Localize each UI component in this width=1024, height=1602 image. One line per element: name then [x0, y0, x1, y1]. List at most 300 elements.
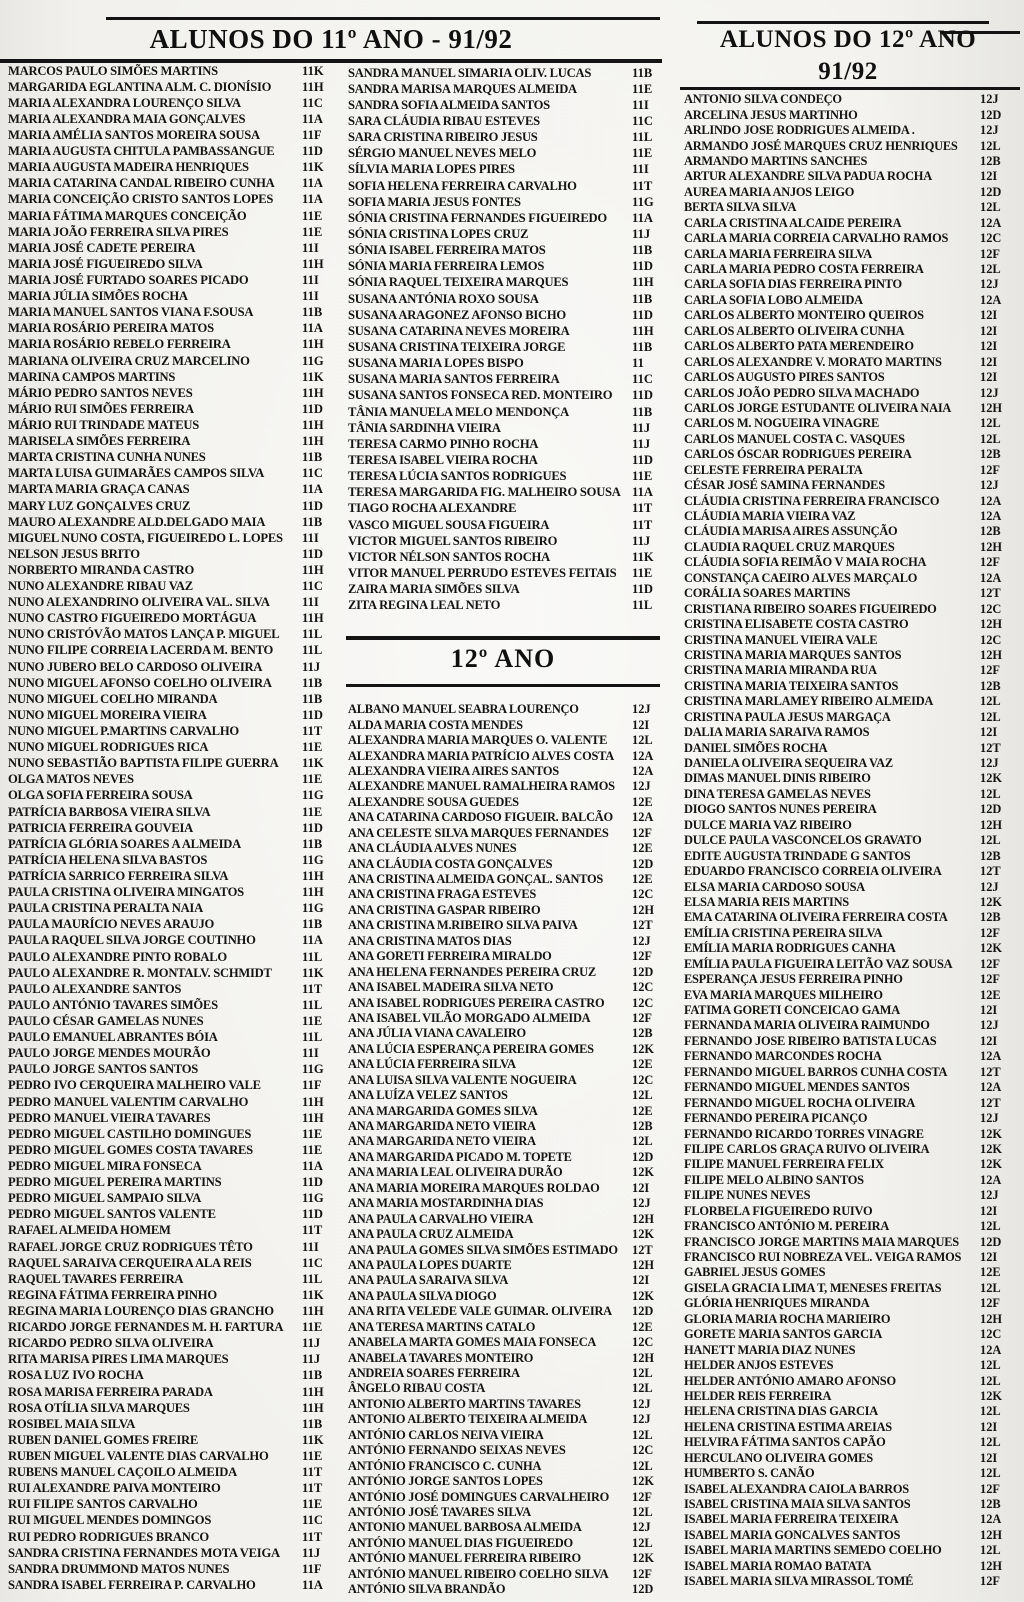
student-name: FRANCISCO JORGE MARTINS MAIA MARQUES: [684, 1234, 959, 1249]
student-row: [8, 95, 338, 111]
student-class-code: 12I: [980, 1250, 998, 1265]
student-name: ISABEL MARIA MARTINS SEMEDO COELHO: [684, 1543, 942, 1558]
student-class-code: 11I: [302, 1046, 319, 1061]
student-class-code: 11T: [632, 517, 653, 532]
student-class-code: 12J: [632, 1196, 651, 1211]
student-name: ANTONIO ALBERTO TEIXEIRA ALMEIDA: [348, 1412, 588, 1427]
student-class-code: 12J: [632, 779, 651, 794]
student-class-code: 11J: [302, 1336, 321, 1351]
student-name: MIGUEL NUNO COSTA, FIGUEIREDO L. LOPES: [8, 530, 283, 545]
student-class-code: 11A: [302, 111, 323, 126]
student-name: ANA PAULA SILVA DIOGO: [348, 1288, 497, 1303]
student-name: VITOR MANUEL PERRUDO ESTEVES FEITAIS: [348, 565, 617, 580]
student-name: MARIA AMÉLIA SANTOS MOREIRA SOUSA: [8, 127, 260, 142]
student-name: DULCE MARIA VAZ RIBEIRO: [684, 817, 852, 832]
student-class-code: 12I: [980, 308, 998, 323]
student-row: [348, 565, 664, 581]
student-row: [348, 779, 664, 794]
student-row: [348, 764, 664, 779]
student-row: [348, 949, 664, 964]
student-row: [8, 1352, 338, 1368]
student-class-code: 11B: [302, 691, 323, 706]
student-name: CELESTE FERREIRA PERALTA: [684, 462, 863, 477]
student-name: TERESA MARGARIDA FIG. MALHEIRO SOUSA: [348, 485, 621, 500]
student-row: [8, 933, 338, 949]
student-row: [684, 200, 1020, 215]
student-name: ANA CRISTINA GASPAR RIBEIRO: [348, 902, 541, 917]
student-row: [348, 291, 664, 307]
student-name: ISABEL MARIA FERREIRA TEIXEIRA: [684, 1512, 899, 1527]
student-class-code: 12F: [980, 663, 1000, 678]
student-row: [684, 1281, 1020, 1296]
student-row: [684, 1250, 1020, 1265]
student-name: ANA CRISTINA MATOS DIAS: [348, 933, 512, 948]
student-name: VICTOR NÉLSON SANTOS ROCHA: [348, 549, 550, 564]
student-class-code: 12J: [980, 1111, 999, 1126]
student-name: ANA PAULA SARAIVA SILVA: [348, 1273, 509, 1288]
student-name: CONSTANÇA CAEIRO ALVES MARÇALO: [684, 570, 918, 585]
student-name: ANABELA MARTA GOMES MAIA FONSECA: [348, 1335, 597, 1350]
student-class-code: 12J: [980, 92, 999, 107]
student-row: [348, 130, 664, 146]
student-name: SÓNIA CRISTINA FERNANDES FIGUEIREDO: [348, 210, 607, 225]
student-class-code: 12C: [980, 601, 1002, 616]
student-class-code: 11H: [302, 611, 324, 626]
student-class-code: 11B: [302, 1416, 323, 1431]
student-class-code: 11A: [632, 210, 653, 225]
student-name: ANA PAULA CRUZ ALMEIDA: [348, 1227, 514, 1242]
student-class-code: 12J: [980, 123, 999, 138]
student-row: [348, 1057, 664, 1072]
student-row: [348, 1165, 664, 1180]
student-name: MÁRIO PEDRO SANTOS NEVES: [8, 385, 193, 400]
student-name: ISABEL MARIA ROMAO BATATA: [684, 1558, 872, 1573]
student-class-code: 12L: [632, 1381, 653, 1396]
student-class-code: 11H: [302, 1094, 324, 1109]
student-row: [684, 1404, 1020, 1419]
student-class-code: 11E: [302, 1126, 323, 1141]
student-name: ANA LUÍZA VELEZ SANTOS: [348, 1088, 508, 1103]
student-row: [8, 256, 338, 272]
student-class-code: 12A: [980, 1342, 1002, 1357]
student-name: CRISTINA PAULA JESUS MARGAÇA: [684, 709, 891, 724]
student-name: RICARDO PEDRO SILVA OLIVEIRA: [8, 1336, 214, 1351]
student-name: ROSA OTÍLIA SILVA MARQUES: [8, 1400, 190, 1415]
student-row: [684, 1173, 1020, 1188]
student-name: SOFIA HELENA FERREIRA CARVALHO: [348, 178, 577, 193]
student-row: [348, 1458, 664, 1473]
student-name: GISELA GRACIA LIMA T, MENESES FREITAS: [684, 1280, 942, 1295]
student-name: PAULA RAQUEL SILVA JORGE COUTINHO: [8, 933, 256, 948]
student-class-code: 12E: [632, 1103, 653, 1118]
student-class-code: 12C: [980, 632, 1002, 647]
student-class-code: 12L: [632, 1088, 653, 1103]
student-class-code: 11E: [632, 146, 653, 161]
student-row: [684, 1188, 1020, 1203]
student-class-code: 12H: [980, 1558, 1003, 1573]
student-class-code: 11D: [632, 259, 653, 274]
student-class-code: 11E: [302, 772, 323, 787]
student-class-code: 12T: [632, 918, 653, 933]
student-class-code: 11D: [302, 707, 323, 722]
student-class-code: 11T: [632, 178, 653, 193]
student-row: [348, 275, 664, 291]
student-class-code: 11K: [302, 1432, 324, 1447]
mid-section-title: 12º ANO: [450, 644, 556, 673]
student-row: [348, 1026, 664, 1041]
student-row: [348, 795, 664, 810]
student-row: [8, 885, 338, 901]
student-name: ANA ISABEL VILÃO MORGADO ALMEIDA: [348, 1010, 591, 1025]
student-name: ANA LUISA SILVA VALENTE NOGUEIRA: [348, 1072, 577, 1087]
student-row: [348, 1011, 664, 1026]
student-name: NELSON JESUS BRITO: [8, 546, 140, 561]
student-name: EMÍLIA PAULA FIGUEIRA LEITÃO VAZ SOUSA: [684, 956, 953, 971]
student-class-code: 11K: [302, 1287, 324, 1302]
student-row: [8, 804, 338, 820]
student-name: CLÁUDIA SOFIA REIMÃO V MAIA ROCHA: [684, 555, 927, 570]
student-name: ANA ISABEL MADEIRA SILVA NETO: [348, 980, 554, 995]
student-class-code: 11E: [632, 565, 653, 580]
student-name: SUSANA CRISTINA TEIXEIRA JORGE: [348, 339, 566, 354]
student-class-code: 12F: [980, 925, 1000, 940]
student-name: TERESA ISABEL VIEIRA ROCHA: [348, 452, 538, 467]
student-row: [684, 277, 1020, 292]
student-class-code: 12I: [632, 717, 650, 732]
student-row: [348, 226, 664, 242]
student-class-code: 11C: [302, 95, 323, 110]
student-class-code: 12J: [980, 879, 999, 894]
student-name: ANA CRISTINA M.RIBEIRO SILVA PAIVA: [348, 918, 578, 933]
student-class-code: 11A: [302, 1577, 323, 1592]
student-class-code: 11E: [302, 1320, 323, 1335]
student-row: [684, 972, 1020, 987]
student-name: PAULO CÉSAR GAMELAS NUNES: [8, 1014, 204, 1028]
student-class-code: 11D: [632, 452, 653, 467]
student-row: [8, 1545, 338, 1561]
student-name: PAULO ALEXANDRE PINTO ROBALO: [8, 949, 227, 964]
student-name: ANTÓNIO MANUEL DIAS FIGUEIREDO: [348, 1535, 573, 1550]
student-class-code: 12B: [980, 848, 1001, 863]
student-class-code: 12H: [632, 1350, 655, 1365]
student-row: [348, 1567, 664, 1582]
student-class-code: 12F: [980, 462, 1000, 477]
student-name: SARA CLÁUDIA RIBAU ESTEVES: [348, 113, 540, 128]
student-name: TÂNIA MANUELA MELO MENDONÇA: [348, 404, 569, 419]
rule-above-year12-title: [697, 21, 989, 24]
student-row: [684, 1157, 1020, 1172]
student-class-code: 12L: [632, 1458, 653, 1473]
student-row: [684, 1018, 1020, 1033]
student-row: [8, 530, 338, 546]
student-row: [684, 416, 1020, 431]
student-name: CRISTIANA RIBEIRO SOARES FIGUEIREDO: [684, 601, 937, 616]
student-class-code: 12H: [632, 902, 655, 917]
student-class-code: 11I: [302, 240, 319, 255]
student-row: [8, 176, 338, 192]
student-name: EMÍLIA CRISTINA PEREIRA SILVA: [684, 925, 883, 940]
student-class-code: 11T: [302, 724, 323, 739]
student-row: [8, 401, 338, 417]
student-name: ANTÓNIO JOSÉ DOMINGUES CARVALHEIRO: [348, 1489, 610, 1504]
student-row: [8, 1142, 338, 1158]
student-name: ROSA MARISA FERREIRA PARADA: [8, 1384, 213, 1399]
student-name: EDUARDO FRANCISCO CORREIA OLIVEIRA: [684, 864, 942, 879]
student-class-code: 12F: [980, 555, 1000, 570]
student-class-code: 11I: [302, 595, 319, 610]
student-row: [8, 820, 338, 836]
student-row: [684, 1219, 1020, 1234]
student-row: [8, 1013, 338, 1029]
student-class-code: 12H: [980, 1527, 1003, 1542]
student-row: [684, 833, 1020, 848]
student-row: [8, 1271, 338, 1287]
student-class-code: 12B: [632, 1119, 653, 1134]
student-class-code: 11H: [302, 337, 324, 352]
student-row: [8, 208, 338, 224]
student-class-code: 12B: [980, 910, 1001, 925]
student-name: ANTÓNIO JORGE SANTOS LOPES: [348, 1474, 543, 1489]
student-class-code: 11G: [302, 353, 324, 368]
student-name: FILIPE NUNES NEVES: [684, 1188, 811, 1203]
students-list-year11-col2: [348, 65, 664, 614]
student-row: [8, 1529, 338, 1545]
student-class-code: 12J: [632, 702, 651, 717]
student-class-code: 11A: [632, 485, 653, 500]
student-row: [684, 524, 1020, 539]
student-class-code: 12B: [980, 153, 1001, 168]
student-row: [348, 1381, 664, 1396]
student-class-code: 12J: [980, 385, 999, 400]
student-row: [348, 1335, 664, 1350]
student-name: RAQUEL SARAIVA CERQUEIRA ALA REIS: [8, 1255, 252, 1270]
student-row: [348, 702, 664, 717]
student-name: CLÁUDIA MARIA VIEIRA VAZ: [684, 509, 856, 524]
student-row: [348, 1103, 664, 1118]
student-class-code: 11D: [632, 307, 653, 322]
student-row: [348, 934, 664, 949]
student-name: RUI PEDRO RODRIGUES BRANCO: [8, 1529, 209, 1544]
student-row: [348, 210, 664, 226]
student-name: CARLA MARIA FERREIRA SILVA: [684, 246, 873, 261]
student-row: [684, 1528, 1020, 1543]
student-row: [348, 1520, 664, 1535]
student-class-code: 12H: [632, 1257, 655, 1272]
student-class-code: 12E: [980, 987, 1001, 1002]
student-name: MARGARIDA EGLANTINA ALM. C. DIONÍSIO: [8, 79, 272, 94]
student-class-code: 12K: [632, 1041, 655, 1056]
student-name: DULCE PAULA VASCONCELOS GRAVATO: [684, 833, 922, 848]
student-class-code: 12B: [980, 1497, 1001, 1512]
student-class-code: 12C: [632, 1443, 654, 1458]
student-row: [684, 648, 1020, 663]
student-row: [684, 601, 1020, 616]
student-class-code: 12K: [980, 1126, 1003, 1141]
student-row: [684, 694, 1020, 709]
student-class-code: 11L: [302, 949, 323, 964]
student-name: CRISTINA MARIA MARQUES SANTOS: [684, 647, 902, 662]
student-row: [348, 65, 664, 81]
student-name: SUSANA CATARINA NEVES MOREIRA: [348, 323, 570, 338]
student-name: SANDRA DRUMMOND MATOS NUNES: [8, 1561, 230, 1576]
student-name: MARTA CRISTINA CUNHA NUNES: [8, 450, 206, 465]
student-row: [684, 710, 1020, 725]
student-name: CRISTINA ELISABETE COSTA CASTRO: [684, 617, 909, 632]
student-name: ISABEL MARIA GONCALVES SANTOS: [684, 1527, 901, 1542]
student-row: [348, 1150, 664, 1165]
student-class-code: 12L: [980, 431, 1001, 446]
student-name: FRANCISCO ANTÓNIO M. PEREIRA: [684, 1219, 890, 1234]
student-name: ANTONIO SILVA CONDEÇO: [684, 92, 842, 107]
student-class-code: 12L: [980, 1280, 1001, 1295]
student-name: RAQUEL TAVARES FERREIRA: [8, 1271, 184, 1286]
student-name: ELSA MARIA REIS MARTINS: [684, 894, 849, 909]
student-class-code: 12C: [632, 980, 654, 995]
student-class-code: 12I: [980, 1203, 998, 1218]
student-name: ANA MARGARIDA NETO VIEIRA: [348, 1134, 536, 1149]
student-row: [348, 995, 664, 1010]
student-name: SÉRGIO MANUEL NEVES MELO: [348, 146, 537, 161]
student-name: CARLOS MANUEL COSTA C. VASQUES: [684, 431, 905, 446]
student-row: [348, 1428, 664, 1443]
student-row: [8, 643, 338, 659]
student-name: PEDRO MIGUEL GOMES COSTA TAVARES: [8, 1142, 253, 1157]
student-row: [684, 246, 1020, 261]
student-class-code: 12H: [980, 617, 1003, 632]
student-row: [8, 482, 338, 498]
student-row: [8, 289, 338, 305]
student-class-code: 12K: [980, 1388, 1003, 1403]
student-name: RUI MIGUEL MENDES DOMINGOS: [8, 1513, 212, 1528]
student-row: [8, 1046, 338, 1062]
student-class-code: 12J: [980, 277, 999, 292]
student-name: NUNO CASTRO FIGUEIREDO MORTÁGUA: [8, 611, 257, 626]
student-class-code: 11K: [302, 160, 324, 175]
student-name: SÓNIA RAQUEL TEIXEIRA MARQUES: [348, 275, 569, 290]
student-class-code: 11T: [302, 981, 323, 996]
student-row: [348, 964, 664, 979]
student-class-code: 12A: [980, 570, 1002, 585]
student-row: [8, 1094, 338, 1110]
student-class-code: 12J: [980, 1018, 999, 1033]
student-name: CARLOS ÓSCAR RODRIGUES PEREIRA: [684, 447, 912, 462]
student-row: [684, 385, 1020, 400]
student-class-code: 11G: [302, 901, 324, 916]
student-class-code: 11K: [302, 369, 324, 384]
student-name: CARLOS M. NOGUEIRA VINAGRE: [684, 416, 879, 431]
student-row: [684, 1265, 1020, 1280]
student-class-code: 11L: [302, 997, 323, 1012]
student-row: [684, 818, 1020, 833]
student-class-code: 12L: [980, 1543, 1001, 1558]
student-row: [8, 772, 338, 788]
student-name: ARTUR ALEXANDRE SILVA PADUA ROCHA: [684, 169, 932, 184]
student-name: ROSIBEL MAIA SILVA: [8, 1416, 136, 1431]
student-row: [8, 1400, 338, 1416]
student-row: [8, 498, 338, 514]
student-name: REGINA FÁTIMA FERREIRA PINHO: [8, 1287, 217, 1302]
student-row: [8, 1062, 338, 1078]
student-row: [8, 997, 338, 1013]
student-row: [8, 1497, 338, 1513]
student-row: [348, 1443, 664, 1458]
student-row: [684, 401, 1020, 416]
student-class-code: 11I: [302, 272, 319, 287]
student-row: [8, 756, 338, 772]
student-row: [348, 501, 664, 517]
student-class-code: 11T: [302, 1481, 323, 1496]
student-class-code: 12H: [980, 817, 1003, 832]
student-class-code: 12K: [632, 1474, 655, 1489]
student-row: [8, 1416, 338, 1432]
student-class-code: 11L: [302, 1271, 323, 1286]
student-class-code: 11T: [302, 1223, 323, 1238]
student-row: [8, 981, 338, 997]
student-row: [684, 879, 1020, 894]
student-name: MARIA JÚLIA SIMÕES ROCHA: [8, 289, 188, 304]
student-name: FLORBELA FIGUEIREDO RUIVO: [684, 1203, 873, 1218]
student-name: ANTÓNIO MANUEL RIBEIRO COELHO SILVA: [348, 1566, 609, 1581]
student-row: [8, 562, 338, 578]
student-row: [684, 339, 1020, 354]
student-class-code: 12J: [632, 1520, 651, 1535]
student-row: [684, 864, 1020, 879]
student-name: ANA PAULA GOMES SILVA SIMÕES ESTIMADO: [348, 1242, 618, 1257]
student-name: NUNO MIGUEL COELHO MIRANDA: [8, 691, 218, 706]
student-name: ALEXANDRE MANUEL RAMALHEIRA RAMOS: [348, 779, 615, 794]
student-name: PAULO EMANUEL ABRANTES BÓIA: [8, 1030, 218, 1045]
student-name: NUNO MIGUEL AFONSO COELHO OLIVEIRA: [8, 675, 272, 690]
student-class-code: 11B: [632, 404, 653, 419]
student-class-code: 11D: [302, 1207, 323, 1222]
student-name: ELSA MARIA CARDOSO SOUSA: [684, 879, 865, 894]
student-row: [348, 1366, 664, 1381]
student-class-code: 12B: [980, 678, 1001, 693]
student-class-code: 12L: [632, 1134, 653, 1149]
student-row: [684, 1327, 1020, 1342]
student-class-code: 12K: [632, 1288, 655, 1303]
student-class-code: 12T: [632, 1242, 653, 1257]
student-name: MARY LUZ GONÇALVES CRUZ: [8, 498, 191, 513]
student-class-code: 12C: [632, 1335, 654, 1350]
student-row: [8, 160, 338, 176]
student-class-code: 11I: [302, 530, 319, 545]
student-name: CARLA MARIA PEDRO COSTA FERREIRA: [684, 262, 924, 277]
student-class-code: 11B: [632, 65, 653, 80]
student-row: [8, 788, 338, 804]
student-name: ANA RITA VELEDE VALE GUIMAR. OLIVEIRA: [348, 1304, 612, 1319]
student-name: GLORIA MARIA ROCHA MARIEIRO: [684, 1311, 891, 1326]
student-name: HELDER ANJOS ESTEVES: [684, 1358, 834, 1373]
student-row: [348, 1042, 664, 1057]
student-row: [8, 466, 338, 482]
student-class-code: 12L: [980, 1466, 1001, 1481]
student-row: [684, 1312, 1020, 1327]
student-name: ANA MARIA MOSTARDINHA DIAS: [348, 1196, 544, 1211]
student-name: MÁRIO RUI SIMÕES FERREIRA: [8, 401, 194, 416]
student-name: PAULA CRISTINA PERALTA NAIA: [8, 901, 203, 916]
student-class-code: 12J: [980, 756, 999, 771]
student-row: [348, 259, 664, 275]
student-class-code: 11G: [302, 852, 324, 867]
student-class-code: 12T: [980, 586, 1001, 601]
student-name: MARIA CONCEIÇÃO CRISTO SANTOS LOPES: [8, 192, 274, 207]
student-class-code: 11K: [302, 756, 324, 771]
student-name: SUSANA ANTÓNIA ROXO SOUSA: [348, 291, 539, 306]
student-class-code: 11L: [302, 627, 323, 642]
student-name: SANDRA MARISA MARQUES ALMEIDA: [348, 81, 577, 96]
student-class-code: 11D: [302, 820, 323, 835]
